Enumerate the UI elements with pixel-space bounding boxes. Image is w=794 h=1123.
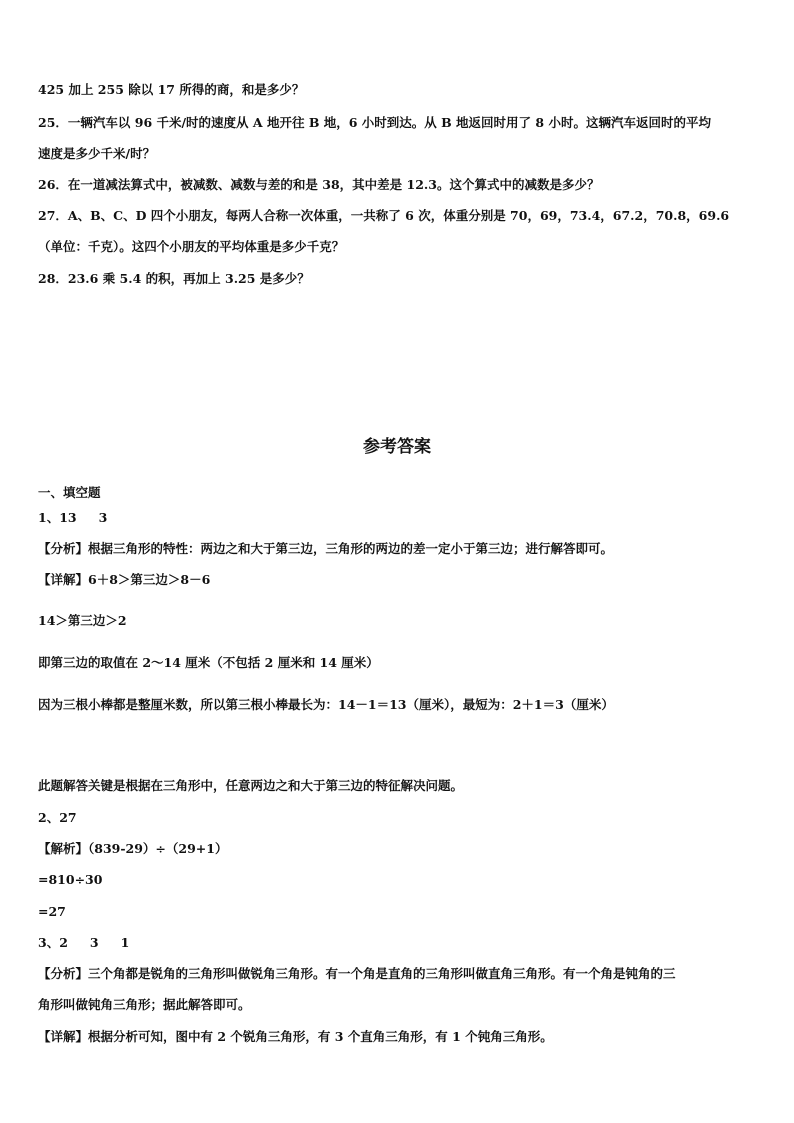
answer-2: 2、27 [38, 810, 77, 825]
question-24-continued: 425 加上 255 除以 17 所得的商，和是多少？ [38, 82, 305, 97]
section-fill-blank: 一、填空题 [38, 485, 101, 500]
question-26: 26．在一道减法算式中，被减数、减数与差的和是 38，其中差是 12.3。这个算式中的减数是多少？ [38, 177, 600, 192]
answer-3-analysis-line1: 【分析】三个角都是锐角的三角形叫做锐角三角形。有一个角是直角的三角形叫做直角三角形。有一个角是钝角的三 [38, 966, 676, 981]
answer-1 [38, 510, 107, 526]
question-28: 28．23.6 乘 5.4 的积，再加上 3.25 是多少？ [38, 271, 310, 286]
answer-2-step1: =810÷30 [38, 872, 103, 887]
answer-1-analysis: 【分析】根据三角形的特性：两边之和大于第三边，三角形的两边的差一定小于第三边；进行解答即可。 [38, 541, 614, 556]
answer-3-number: 3、2 [38, 935, 68, 950]
answer-3-value-3: 1 [120, 935, 130, 950]
answer-1-step4: 因为三根小棒都是整厘米数，所以第三根小棒最长为：14－1＝13（厘米），最短为：2＋1＝3（厘米） [38, 697, 614, 712]
question-27-line2: （单位：千克）。这四个小朋友的平均体重是多少千克？ [38, 239, 345, 254]
answer-3-analysis-line2: 角形叫做钝角三角形；据此解答即可。 [38, 997, 251, 1012]
answer-2-analysis: 【解析】（839-29）÷（29+1） [38, 841, 228, 856]
question-25-line1: 25．一辆汽车以 96 千米/时的速度从 A 地开往 B 地，6 小时到达。从 B 地返回时用了 8 小时。这辆汽车返回时的平均 [38, 115, 711, 130]
question-25-line2: 速度是多少千米/时？ [38, 146, 156, 161]
answer-1-step3: 即第三边的取值在 2～14 厘米（不包括 2 厘米和 14 厘米） [38, 655, 379, 670]
answer-1-value: 3 [98, 510, 108, 525]
answer-1-key: 此题解答关键是根据在三角形中，任意两边之和大于第三边的特征解决问题。 [38, 778, 464, 793]
answer-1-detail: 【详解】6＋8＞第三边＞8－6 [38, 572, 211, 587]
answer-2-step2: =27 [38, 904, 66, 919]
answer-3-detail: 【详解】根据分析可知，图中有 2 个锐角三角形，有 3 个直角三角形，有 1 个钝角三角形。 [38, 1029, 553, 1044]
question-27-line1: 27．A、B、C、D 四个小朋友，每两人合称一次体重，一共称了 6 次，体重分别是 70，69，73.4，67.2，70.8，69.6 [38, 208, 730, 223]
answer-3 [38, 935, 129, 951]
answer-3-value-2: 3 [89, 935, 99, 950]
answer-1-step2: 14＞第三边＞2 [38, 613, 127, 628]
answers-title: 参考答案 [363, 437, 431, 457]
answer-1-number: 1、13 [38, 510, 77, 525]
